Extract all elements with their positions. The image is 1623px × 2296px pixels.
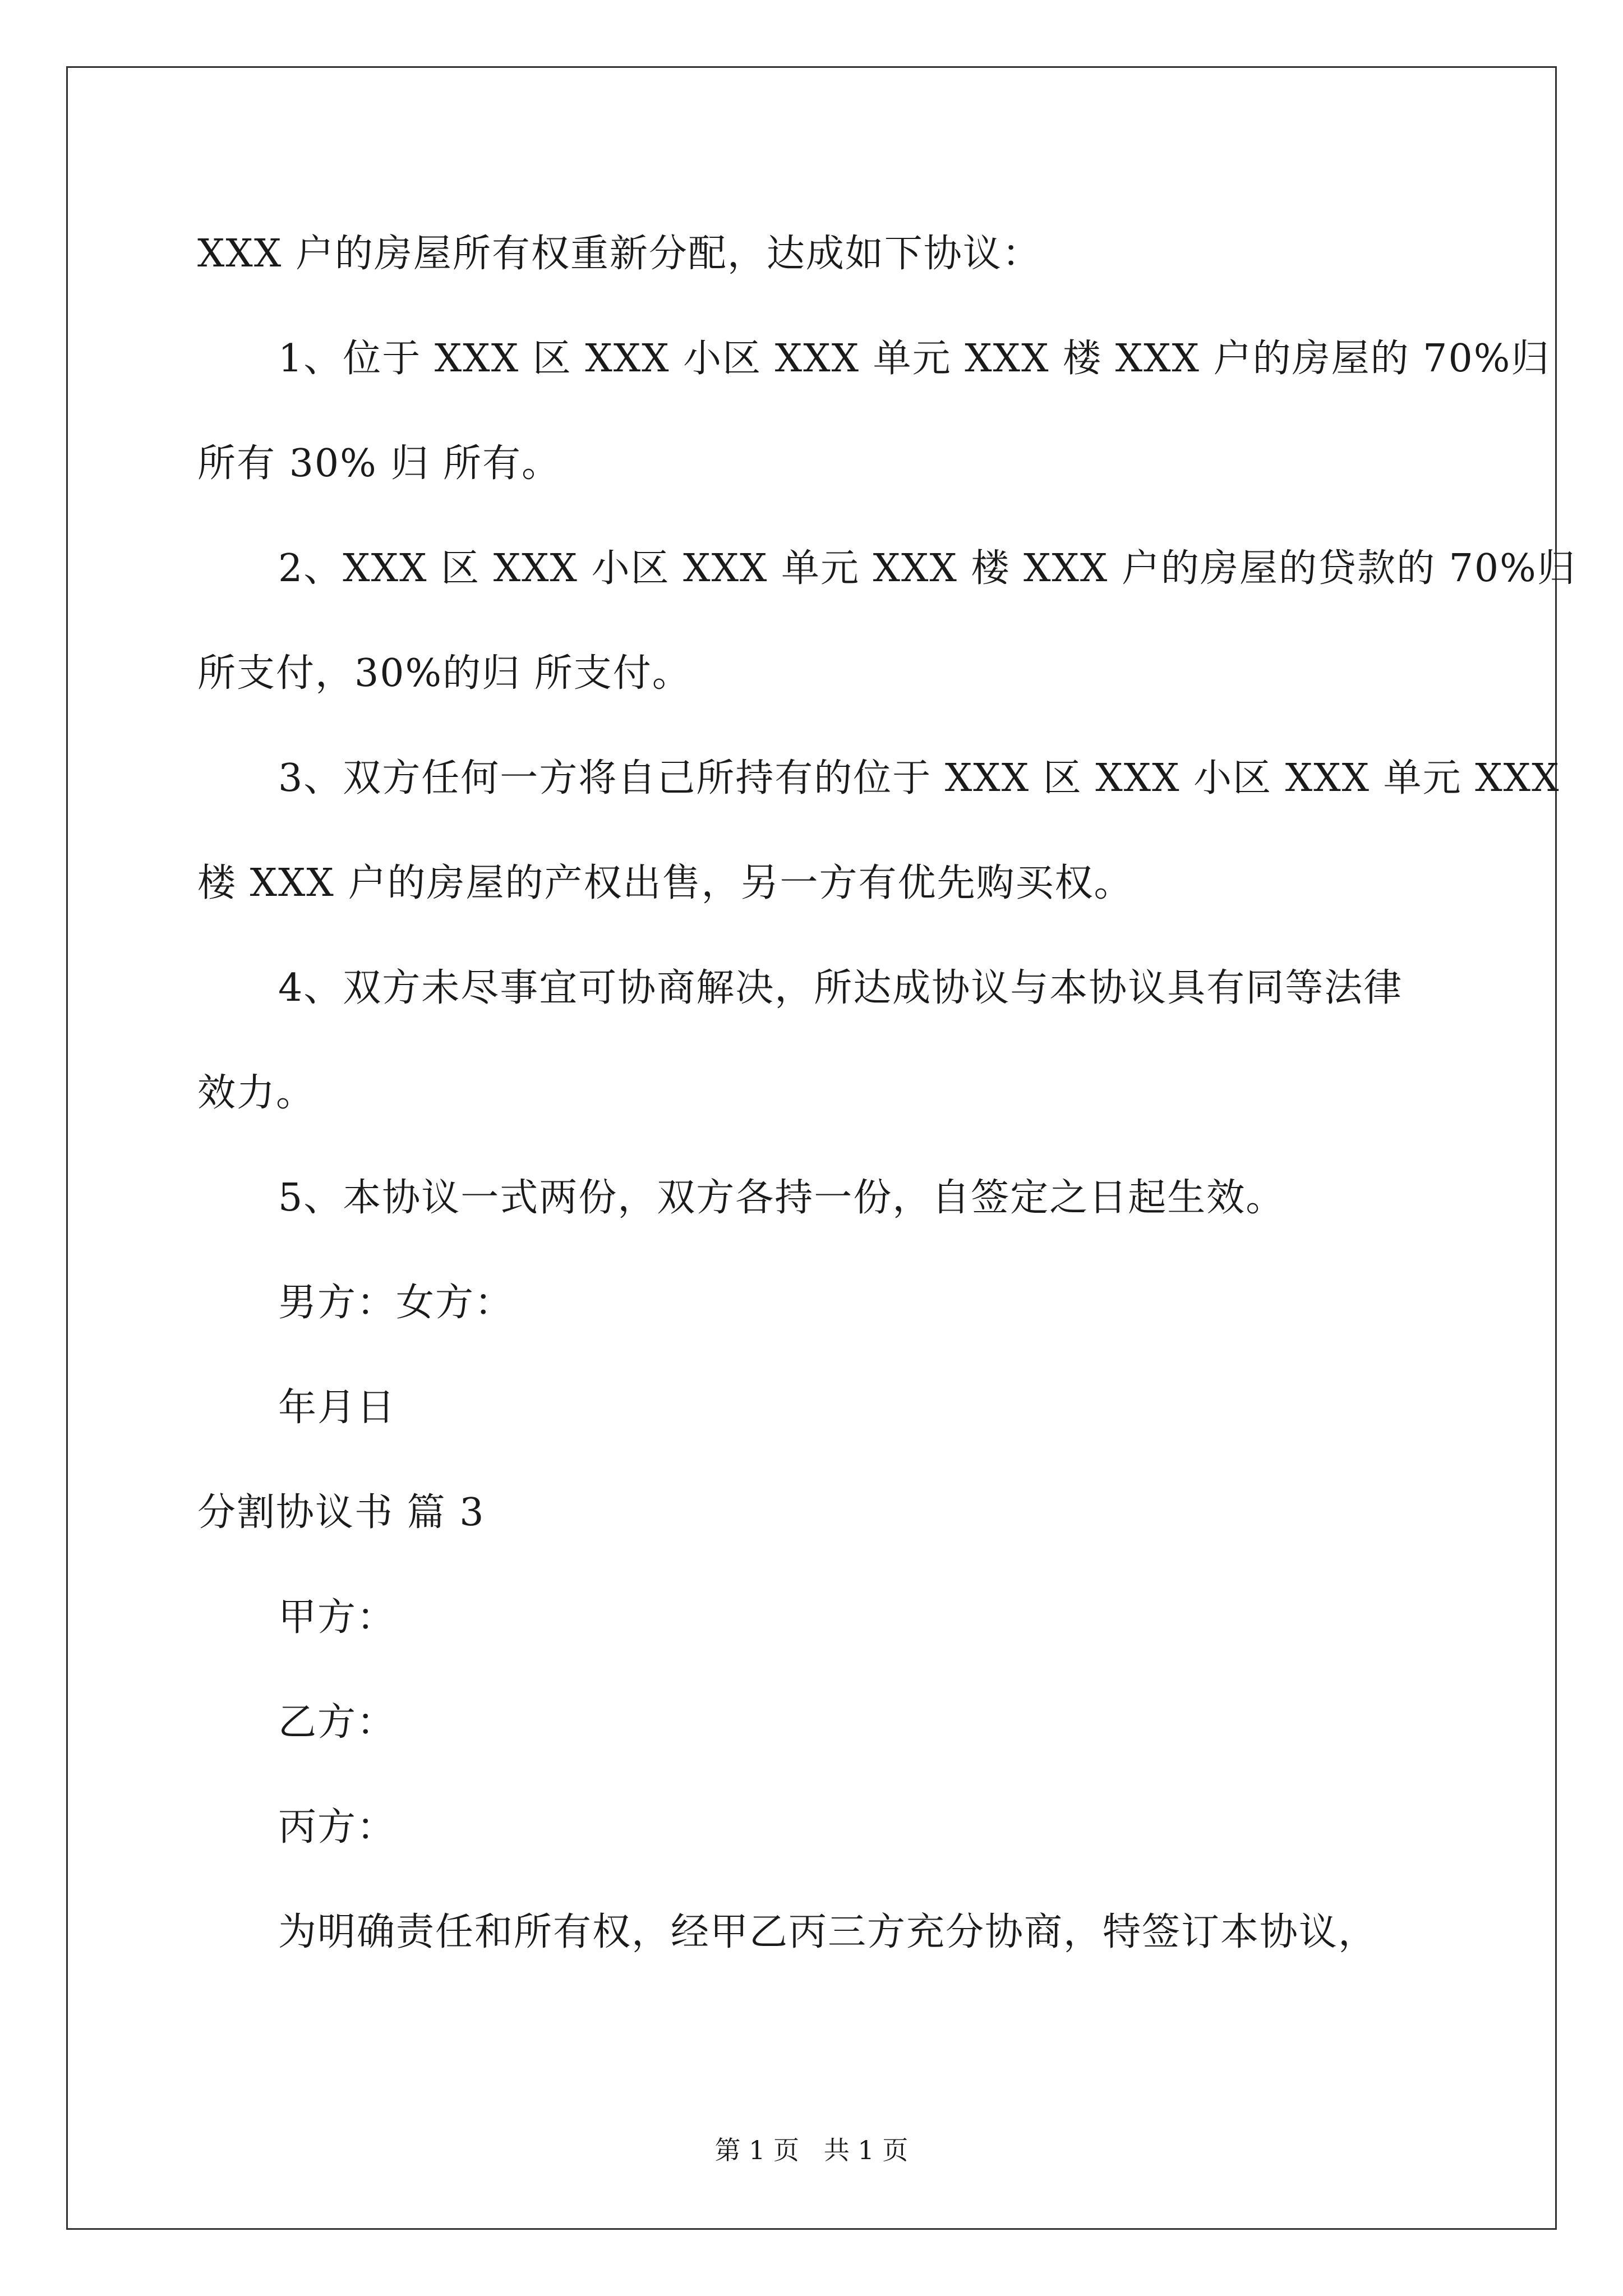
party-b-label: 乙方： [278,1700,396,1745]
signature-date: 年月日 [278,1386,396,1430]
clause-2-line-1: 2、XXX 区 XXX 小区 XXX 单元 XXX 楼 XXX 户的房屋的贷款的 70%归 [278,546,1576,591]
signature-parties: 男方：女方： [278,1281,514,1325]
page-border [66,66,1557,2230]
agreement-preamble: 为明确责任和所有权，经甲乙丙三方充分协商，特签订本协议， [278,1910,1378,1954]
party-a-label: 甲方： [278,1595,396,1640]
paragraph-intro: XXX 户的房屋所有权重新分配，达成如下协议： [197,232,1041,276]
clause-1-line-1: 1、位于 XXX 区 XXX 小区 XXX 单元 XXX 楼 XXX 户的房屋的 70%归 [278,337,1551,381]
clause-5: 5、本协议一式两份，双方各持一份，自签定之日起生效。 [278,1176,1285,1220]
clause-4-line-1: 4、双方未尽事宜可协商解决，所达成协议与本协议具有同等法律 [278,966,1403,1010]
page-number-footer: 第 1 页 共 1 页 [714,2135,909,2165]
clause-2-line-2: 所支付，30%的归 所支付。 [197,651,691,696]
clause-1-line-2: 所有 30% 归 所有。 [197,441,561,486]
clause-4-line-2: 效力。 [197,1071,316,1115]
party-c-label: 丙方： [278,1805,396,1849]
clause-3-line-1: 3、双方任何一方将自己所持有的位于 XXX 区 XXX 小区 XXX 单元 XXX [278,756,1560,800]
clause-3-line-2: 楼 XXX 户的房屋的产权出售，另一方有优先购买权。 [197,861,1133,905]
section-heading: 分割协议书 篇 3 [197,1490,485,1535]
